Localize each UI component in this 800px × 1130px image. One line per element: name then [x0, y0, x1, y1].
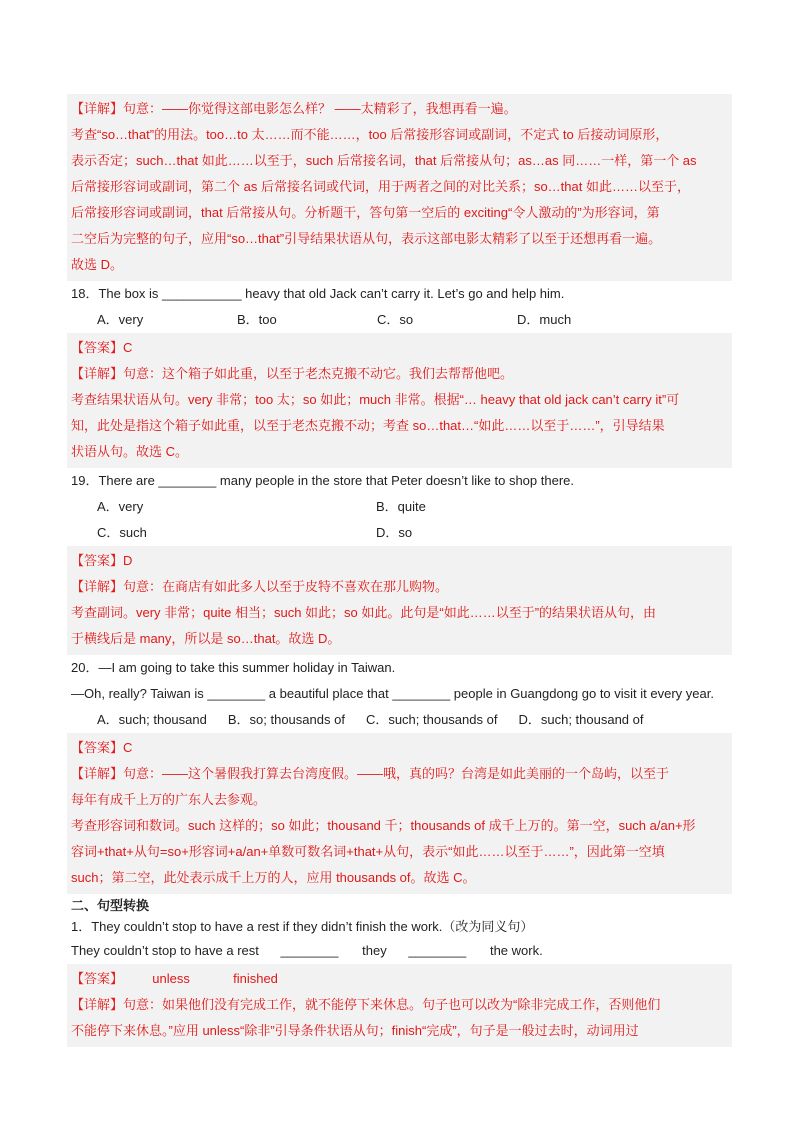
q20-options: [71, 707, 728, 733]
q20-answer-line: 【详解】句意：——这个暑假我打算去台湾度假。——哦，真的吗？台湾是如此美丽的一个岛屿，以至于: [71, 766, 670, 781]
s2-q1-detail-line: 【详解】句意：如果他们没有完成工作，就不能停下来休息。句子也可以改为“除非完成工作，否则他们: [71, 997, 661, 1012]
q19-option-b: B．quite: [376, 499, 426, 514]
q17-explanation-block: [67, 94, 732, 281]
q19-option-c: C．such: [97, 525, 147, 540]
q20-question-line1: 20．—I am going to take this summer holiday in Taiwan.: [71, 660, 396, 675]
document-content: [71, 94, 728, 1047]
q19-answer-line: 考查副词。very 非常；quite 相当；such 如此；so 如此。此句是“如此……以至于”的结果状语从句，由: [71, 605, 657, 620]
q20-answer-line: 容词+that+从句=so+形容词+a/an+单数可数名词+that+从句，表示“如此……以至于……”，因此第一空填: [71, 844, 665, 859]
q19-answer-line: 【详解】句意：在商店有如此多人以至于皮特不喜欢在那儿购物。: [71, 579, 449, 594]
q19-options-row1: [71, 494, 728, 520]
q20-answer-block: [67, 733, 732, 894]
q20-option-c: C．such; thousands of: [365, 712, 498, 727]
s2-q1-line1: 1．They couldn’t stop to have a rest if they didn’t finish the work.（改为同义句）: [71, 919, 534, 934]
q20-answer-line: 考查形容词和数词。such 这样的；so 如此；thousand 千；thousands of 成千上万的。第一空，such a/an+形: [71, 818, 696, 833]
answer-label: 【答案】: [71, 971, 124, 986]
q17-detail-line: 二空后为完整的句子，应用“so…that”引导结果状语从句，表示这部电影太精彩了以至于还想再看一遍。: [71, 231, 662, 246]
s2-q1-blank-2: ________: [408, 943, 467, 958]
q20-option-d: D．such; thousand of: [518, 712, 644, 727]
s2-q1-answer-block: [67, 964, 732, 1047]
answer-1: unless: [152, 971, 190, 986]
q17-detail-line: 后常接形容词或副词，第二个 as 后常接名词或代词，用于两者之间的对比关系；so…that 如此……以至于，: [71, 179, 690, 194]
q20-answer-line: such；第二空，此处表示成千上万的人，应用 thousands of。故选 C。: [71, 870, 476, 885]
s2-q1-line2: [71, 938, 728, 964]
q17-detail-line: 后常接形容词或副词，that 后常接从句。分析题干，答句第一空后的 exciting“令人激动的”为形容词，第: [71, 205, 660, 220]
q18-answer-line: 状语从句。故选 C。: [71, 444, 189, 459]
q18-option-a: A．very: [97, 312, 144, 327]
q18-question: 18．The box is ___________ heavy that old Jack can’t carry it. Let’s go and help him.: [71, 286, 565, 301]
s2-q1-text-e: the work.: [489, 943, 543, 958]
q17-detail-line: 故选 D。: [71, 257, 124, 272]
q19-option-d: D．so: [376, 525, 413, 540]
q18-answer-block: [67, 333, 732, 468]
q18-answer-line: 知，此处是指这个箱子如此重，以至于老杰克搬不动；考查 so…that…“如此……以至于……”，引导结果: [71, 418, 665, 433]
q19-question: 19．There are ________ many people in the store that Peter doesn’t like to shop there.: [71, 473, 574, 488]
q17-detail-line: 【详解】句意：——你觉得这部电影怎么样？ ——太精彩了，我想再看一遍。: [71, 101, 517, 116]
q19-option-a: A．very: [97, 499, 144, 514]
q19-answer-line: 【答案】D: [71, 553, 133, 568]
q18-answer-line: 【详解】句意：这个箱子如此重，以至于老杰克搬不动它。我们去帮帮他吧。: [71, 366, 514, 381]
q18-option-d: D．much: [517, 312, 572, 327]
s2-q1-blank-1: ________: [280, 943, 339, 958]
s2-q1-text-c: they: [362, 943, 387, 958]
answer-2: finished: [233, 971, 278, 986]
q19-answer-block: [67, 546, 732, 655]
q17-detail-line: 考查“so…that”的用法。too…to 太……而不能……，too 后常接形容词或副词，不定式 to 后接动词原形，: [71, 127, 669, 142]
q19-options-row2: [71, 520, 728, 546]
q18-answer-line: 考查结果状语从句。very 非常；too 太；so 如此；much 非常。根据“… heavy that old jack can’t carry it”可: [71, 392, 680, 407]
s2-q1-text-a: They couldn’t stop to have a rest: [71, 943, 259, 958]
q20-answer-line: 【答案】C: [71, 740, 133, 755]
q20-option-a: A．such; thousand: [97, 712, 207, 727]
s2-q1-detail-line: 不能停下来休息。”应用 unless“除非”引导条件状语从句；finish“完成”，句子是一般过去时，动词用过: [71, 1023, 639, 1038]
q18-options: [71, 307, 728, 333]
q20-question-line2: —Oh, really? Taiwan is ________ a beautiful place that ________ people in Guangdong go to visit it every year.: [71, 686, 714, 701]
q19-answer-line: 于横线后是 many，所以是 so…that。故选 D。: [71, 631, 341, 646]
q17-detail-line: 表示否定；such…that 如此……以至于，such 后常接名词，that 后常接从句；as…as 同……一样，第一个 as: [71, 153, 697, 168]
section-title: 二、句型转换: [71, 898, 150, 913]
q20-option-b: B．so; thousands of: [227, 712, 345, 727]
q18-option-b: B．too: [237, 312, 277, 327]
q18-option-c: C．so: [377, 312, 414, 327]
s2-q1-answer-line: [71, 966, 728, 992]
q20-answer-line: 每年有成千上万的广东人去参观。: [71, 792, 267, 807]
q18-answer-line: 【答案】C: [71, 340, 133, 355]
